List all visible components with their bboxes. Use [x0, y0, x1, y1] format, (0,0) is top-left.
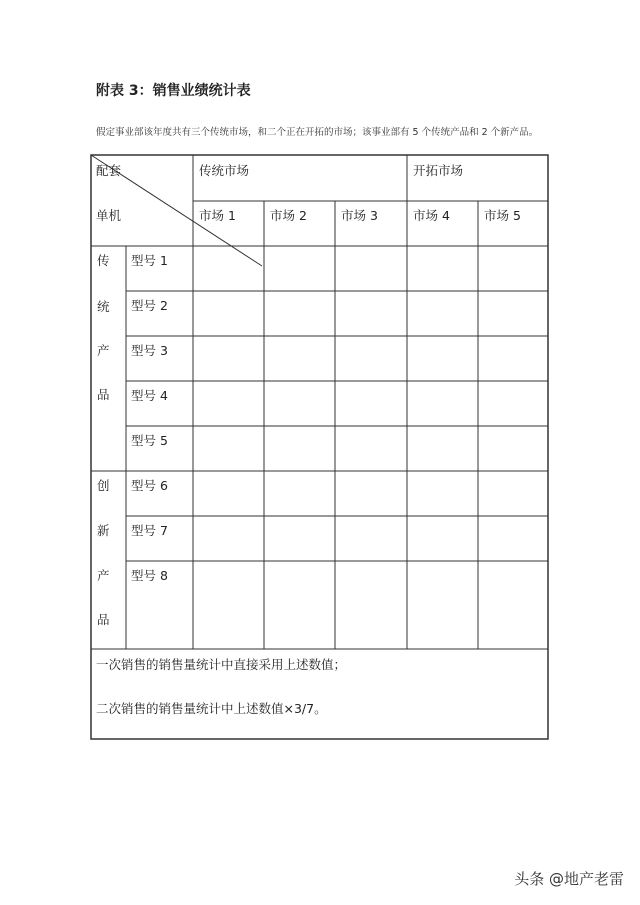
row-label-model-6: 型号 6	[131, 478, 168, 493]
intro-text: 假定事业部该年度共有三个传统市场，和二个正在开拓的市场；该事业部有 5 个传统产品和 2 个新产品。	[96, 127, 539, 138]
row-label-model-8: 型号 8	[131, 568, 168, 583]
new-product-char-2: 新	[97, 523, 110, 538]
row-label-model-2: 型号 2	[131, 298, 168, 313]
column-header-market-2: 市场 2	[270, 208, 307, 223]
row-label-model-1: 型号 1	[131, 253, 168, 268]
row-label-model-7: 型号 7	[131, 523, 168, 538]
traditional-product-char-2: 统	[97, 299, 110, 314]
column-header-market-4: 市场 4	[413, 208, 450, 223]
note-second-sale: 二次销售的销售量统计中上述数值×3/7。	[96, 701, 327, 716]
new-product-char-3: 产	[97, 568, 110, 583]
watermark: 头条 @地产老雷	[514, 870, 624, 888]
corner-header-top: 配套	[96, 163, 122, 178]
group-traditional-market: 传统市场	[199, 163, 250, 178]
new-product-char-4: 品	[97, 612, 110, 627]
note-first-sale: 一次销售的销售量统计中直接采用上述数值；	[96, 657, 347, 672]
traditional-product-char-1: 传	[97, 253, 110, 268]
column-header-market-3: 市场 3	[341, 208, 378, 223]
column-header-market-5: 市场 5	[484, 208, 521, 223]
document-title: 附表 3：销售业绩统计表	[96, 83, 251, 99]
group-new-market: 开拓市场	[413, 163, 464, 178]
row-label-model-4: 型号 4	[131, 388, 168, 403]
column-header-market-1: 市场 1	[199, 208, 236, 223]
row-label-model-3: 型号 3	[131, 343, 168, 358]
new-product-char-1: 创	[97, 478, 110, 493]
traditional-product-char-3: 产	[97, 343, 110, 358]
corner-header-bottom: 单机	[96, 208, 122, 223]
traditional-product-char-4: 品	[97, 387, 110, 402]
row-label-model-5: 型号 5	[131, 433, 168, 448]
